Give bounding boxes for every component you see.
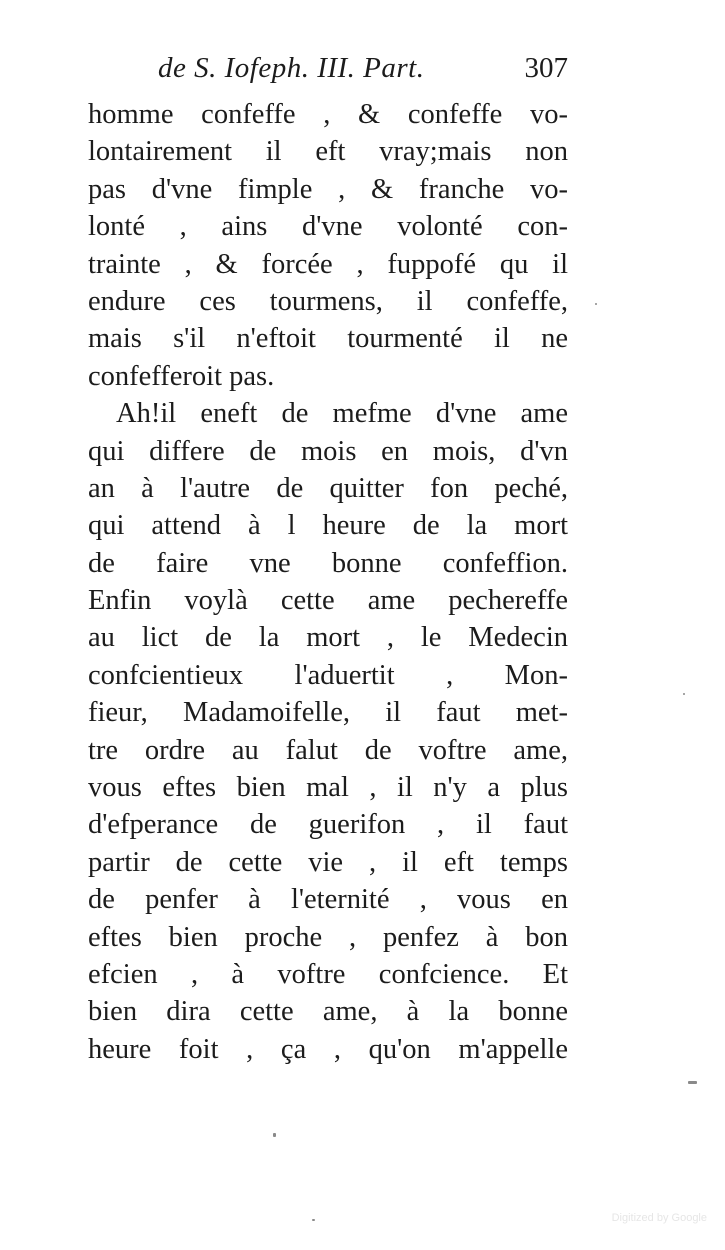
text-line: de faire vne bonne confeffion.: [88, 547, 568, 579]
text-line: qui differe de mois en mois, d'vn: [88, 435, 568, 467]
scan-speck: [683, 693, 685, 695]
text-line: tre ordre au falut de voftre ame,: [88, 734, 568, 766]
text-line: Enfin voylà cette ame pechereffe: [88, 585, 568, 617]
running-head: [158, 52, 568, 92]
scan-speck: [688, 1081, 697, 1084]
text-line: eftes bien proche , penfez à bon: [88, 921, 568, 953]
text-line: an à l'autre de quitter fon peché,: [88, 472, 568, 504]
text-line: heure foit , ça , qu'on m'appelle: [88, 1033, 568, 1065]
scan-speck: [273, 1133, 276, 1137]
text-line: de penfer à l'eternité , vous en: [88, 884, 568, 916]
page-number: 307: [524, 52, 568, 84]
paragraph-start-line: Ah!il eneft de mefme d'vne ame: [116, 398, 568, 430]
text-line: confcientieux l'aduertit , Mon-: [88, 659, 568, 691]
running-title: de S. Iofeph. III. Part.: [158, 52, 425, 84]
text-line: fieur, Madamoifelle, il faut met-: [88, 697, 568, 729]
text-line: pas d'vne fimple , & franche vo-: [88, 173, 568, 205]
text-line: partir de cette vie , il eft temps: [88, 846, 568, 878]
text-line: d'efperance de guerifon , il faut: [88, 809, 568, 841]
text-line: homme confeffe , & confeffe vo-: [88, 99, 568, 130]
text-line: efcien , à voftre confcience. Et: [88, 958, 568, 990]
scan-speck: [595, 303, 597, 305]
body-text: [88, 96, 568, 1068]
text-line: trainte , & forcée , fuppofé qu il: [88, 248, 568, 280]
text-line: endure ces tourmens, il confeffe,: [88, 285, 568, 317]
text-line: mais s'il n'eftoit tourmenté il ne: [88, 323, 568, 355]
paragraph-end-line: confefferoit pas.: [88, 360, 275, 392]
text-line: lontairement il eft vray;mais non: [88, 136, 568, 168]
text-line: qui attend à l heure de la mort: [88, 510, 568, 542]
text-line: lonté , ains d'vne volonté con-: [88, 211, 568, 243]
digitizer-watermark: Digitized by Google: [611, 1212, 707, 1224]
text-line: bien dira cette ame, à la bonne: [88, 996, 568, 1028]
text-line: vous eftes bien mal , il n'y a plus: [88, 772, 568, 804]
scan-speck: [312, 1219, 315, 1221]
text-line: au lict de la mort , le Medecin: [88, 622, 568, 654]
